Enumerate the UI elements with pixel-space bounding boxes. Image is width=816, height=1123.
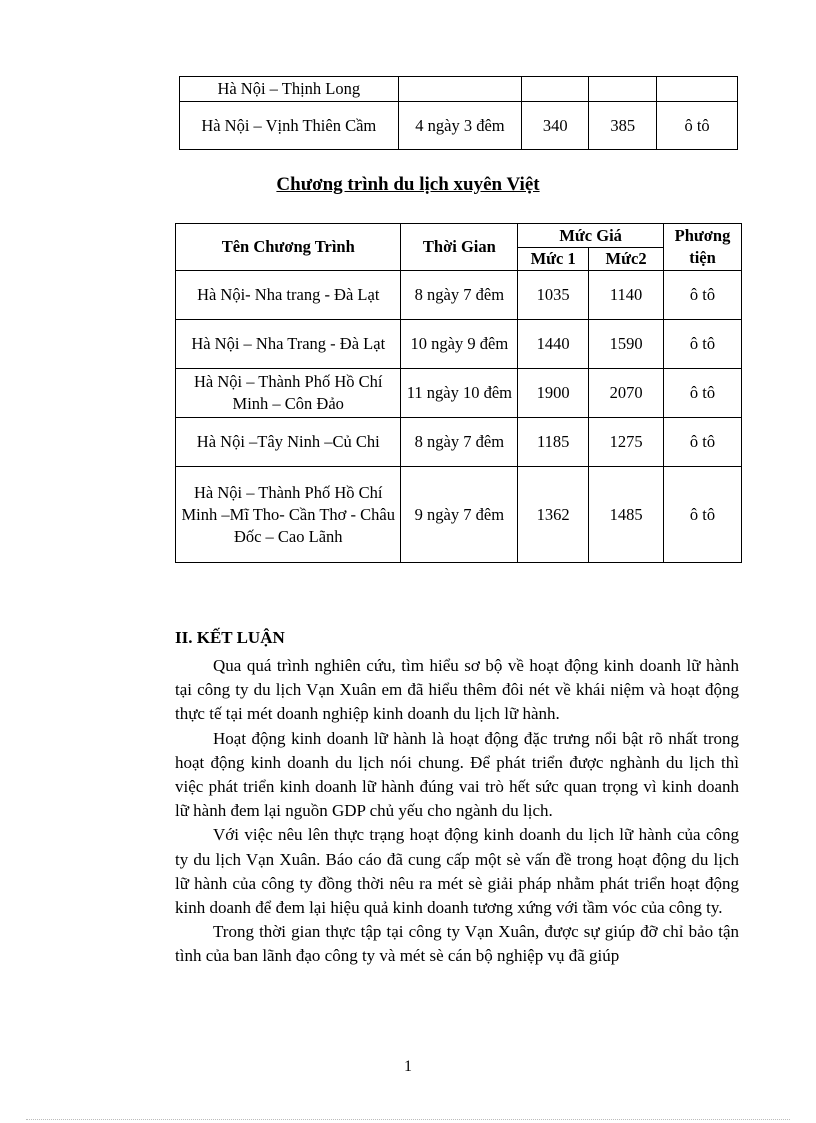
table-cell — [589, 77, 657, 102]
header-name: Tên Chương Trình — [176, 224, 401, 271]
table-cell: Hà Nội –Tây Ninh –Củ Chi — [176, 418, 401, 467]
page-boundary-line — [26, 1119, 790, 1120]
section-title: Chương trình du lịch xuyên Việt — [276, 174, 540, 195]
table-row — [176, 271, 742, 320]
table-cell: 10 ngày 9 đêm — [401, 320, 518, 369]
tour-table-top — [179, 76, 738, 150]
table-cell: 11 ngày 10 đêm — [401, 369, 518, 418]
table-cell: Hà Nội – Thành Phố Hồ Chí Minh – Côn Đảo — [176, 369, 401, 418]
table-row — [180, 77, 738, 102]
tour-table-main — [175, 223, 742, 563]
table-cell — [657, 77, 738, 102]
table-row — [176, 467, 742, 563]
table-cell: Hà Nội – Vịnh Thiên Cầm — [180, 102, 399, 150]
table-cell: 1035 — [518, 271, 589, 320]
table-cell: ô tô — [657, 102, 738, 150]
paragraph: Qua quá trình nghiên cứu, tìm hiểu sơ bộ về hoạt động kinh doanh lữ hành tại công ty du lịch Vạn Xuân em đã hiểu thêm đôi nét về khái niệm và hoạt động thực tế tại mét doanh nghiệp kinh doanh du lịch lữ hành. — [175, 656, 739, 724]
table-cell: 1485 — [589, 467, 664, 563]
table-cell: 2070 — [589, 369, 664, 418]
table-cell: 1900 — [518, 369, 589, 418]
table-header-row — [176, 224, 742, 248]
table-cell: Hà Nội – Thịnh Long — [180, 77, 399, 102]
paragraph: Với việc nêu lên thực trạng hoạt động kinh doanh du lịch lữ hành của công ty du lịch Vạn Xuân. Báo cáo đã cung cấp một sè vấn đề trong hoạt động du lịch lữ hành của công ty đồng thời nêu ra mét sè giải pháp nhằm phát triển hoạt động kinh doanh để đem lại hiệu quả kinh doanh tương xứng với tầm vóc của công ty. — [175, 825, 739, 918]
page-number: 1 — [404, 1058, 412, 1075]
table-cell: 1362 — [518, 467, 589, 563]
conclusion-heading: II. KẾT LUẬN — [175, 628, 285, 647]
table-cell: 385 — [589, 102, 657, 150]
paragraph: Hoạt động kinh doanh lữ hành là hoạt động đặc trưng nổi bật rõ nhất trong hoạt động kinh doanh du lịch nói chung. Để phát triển được nghành du lịch thì việc phát triển kinh doanh lữ hành đúng vai trò hết sức quan trọng vì kinh doanh lữ hành đem lại nguồn GDP chủ yếu cho ngành du lịch. — [175, 728, 739, 821]
table-row — [176, 418, 742, 467]
header-price: Mức Giá — [518, 224, 664, 248]
paragraph: Trong thời gian thực tập tại công ty Vạn Xuân, được sự giúp đỡ chỉ bảo tận tình của ban lãnh đạo công ty và mét sè cán bộ nghiệp vụ đã giúp — [175, 922, 739, 966]
table-cell: Hà Nội – Thành Phố Hồ Chí Minh –Mĩ Tho- Cần Thơ - Châu Đốc – Cao Lãnh — [176, 467, 401, 563]
table-cell: ô tô — [664, 320, 742, 369]
table-cell: 4 ngày 3 đêm — [398, 102, 522, 150]
table-row — [176, 369, 742, 418]
header-level1: Mức 1 — [518, 248, 589, 271]
table-cell: Hà Nội- Nha trang - Đà Lạt — [176, 271, 401, 320]
table-row — [180, 102, 738, 150]
header-level2: Mức2 — [589, 248, 664, 271]
table-cell: 8 ngày 7 đêm — [401, 418, 518, 467]
table-cell: 340 — [522, 102, 589, 150]
table-cell: 1590 — [589, 320, 664, 369]
table-cell: ô tô — [664, 418, 742, 467]
header-time: Thời Gian — [401, 224, 518, 271]
table-cell: 1440 — [518, 320, 589, 369]
table-cell: ô tô — [664, 271, 742, 320]
table-cell: 1275 — [589, 418, 664, 467]
table-cell: ô tô — [664, 369, 742, 418]
table-row — [176, 320, 742, 369]
conclusion-body — [175, 654, 739, 969]
table-cell: 8 ngày 7 đêm — [401, 271, 518, 320]
table-cell — [398, 77, 522, 102]
table-cell: 9 ngày 7 đêm — [401, 467, 518, 563]
table-cell: 1140 — [589, 271, 664, 320]
table-cell: Hà Nội – Nha Trang - Đà Lạt — [176, 320, 401, 369]
table-cell — [522, 77, 589, 102]
table-cell: ô tô — [664, 467, 742, 563]
table-cell: 1185 — [518, 418, 589, 467]
header-transport: Phương tiện — [664, 224, 742, 271]
